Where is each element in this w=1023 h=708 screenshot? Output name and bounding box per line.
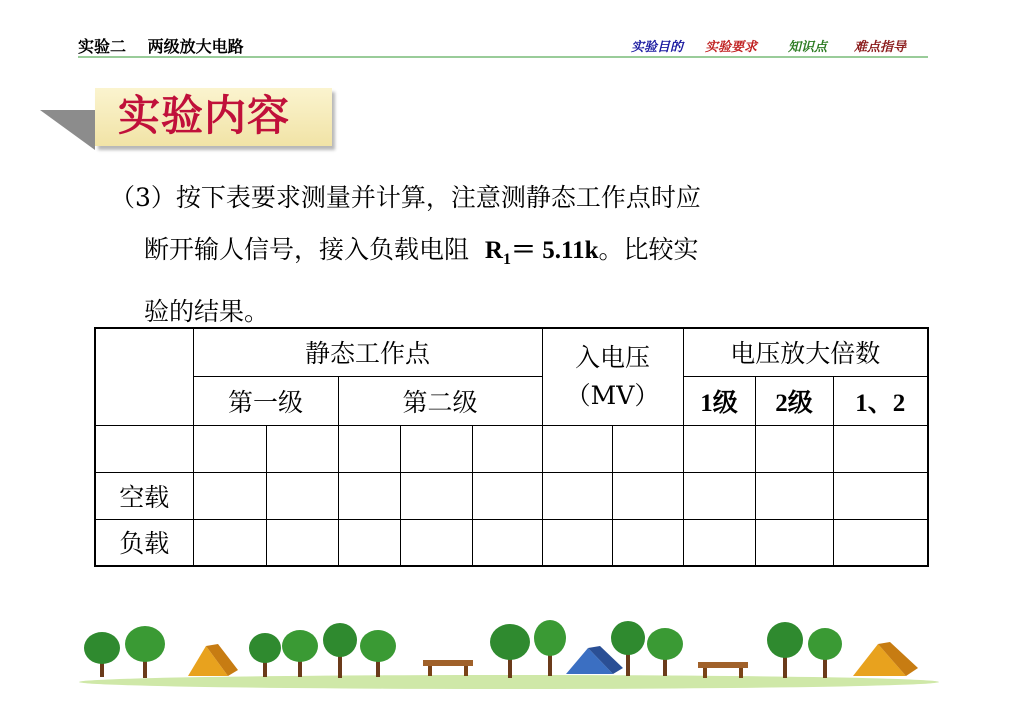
nav-link-requirements[interactable]: 实验要求 [705,40,758,55]
tree-icon [323,623,357,678]
header-voltage-gain: 电压放大倍数 [683,328,928,376]
table-cell [193,519,266,566]
experiment-label: 实验二 [78,37,127,56]
instruction-line-1: （3）按下表要求测量并计算，注意测静态工作点时应 [110,183,701,212]
instruction-line-2 [110,224,850,286]
tree-icon [534,620,566,676]
table-cell [472,425,542,472]
header-gain-total: 1、2 [833,376,928,425]
experiment-title: 两级放大电路 [147,37,244,56]
table-cell [755,425,833,472]
section-tab-shadow [40,110,95,150]
nav-link-objective[interactable]: 实验目的 [631,40,684,55]
table-cell [542,519,612,566]
table-cell [755,472,833,519]
table-cell [542,425,612,472]
table-cell [338,519,400,566]
table-cell [338,425,400,472]
section-title: 实验内容 [118,91,291,140]
table-cell [612,472,683,519]
row-label-with-load: 负载 [95,519,193,566]
tree-icon [360,630,396,677]
tent-icon [853,642,918,676]
table-row [95,472,928,519]
table-cell [683,472,755,519]
instruction-text: 断开输人信号，接入负载电阻 [144,235,470,264]
table-cell [266,519,338,566]
instruction-line-3: 验的结果。 [144,297,270,326]
table-cell [266,472,338,519]
picnic-table-icon [423,660,473,676]
table-cell [683,519,755,566]
table-cell [338,472,400,519]
header-input-voltage: 入电压（MV） [542,328,683,425]
table-cell [472,472,542,519]
campsite-decoration [78,610,940,690]
table-cell [683,425,755,472]
header-static-operating-point: 静态工作点 [193,328,542,376]
resistor-value: ＝ 5.11k [510,237,599,264]
header-divider [78,56,928,58]
tree-icon [282,630,318,677]
tree-icon [490,624,530,678]
tree-icon [84,632,120,677]
table-cell [833,425,928,472]
measurement-table [94,327,929,567]
tree-icon [125,626,165,678]
nav-link-knowledge-points[interactable]: 知识点 [788,40,828,55]
header-stage-2: 第二级 [338,376,542,425]
row-label-no-load: 空载 [95,472,193,519]
instruction-text-end: 。比较实 [598,235,699,264]
tree-icon [767,622,803,678]
instruction-paragraph [110,172,850,338]
table-cell [612,425,683,472]
tree-icon [808,628,842,678]
table-cell [400,472,472,519]
table-cell [193,472,266,519]
header-gain-stage-1: 1级 [683,376,755,425]
tent-icon [188,644,238,676]
table-cell [755,519,833,566]
table-cell [266,425,338,472]
nav-link-difficulty-guide[interactable]: 难点指导 [854,40,907,55]
tent-icon [566,646,623,674]
header-stage-1: 第一级 [193,376,338,425]
table-cell [542,472,612,519]
table-cell [612,519,683,566]
corner-cell [95,328,193,425]
table-cell [833,472,928,519]
resistor-symbol: R [484,237,503,264]
picnic-table-icon [698,662,748,678]
table-cell [833,519,928,566]
table-cell [400,425,472,472]
tree-icon [249,633,281,677]
slide-header [78,34,244,57]
resistor-subscript: 1 [502,251,511,268]
table-cell [472,519,542,566]
table-row [95,519,928,566]
table-cell [400,519,472,566]
tree-icon [647,628,683,676]
table-cell [193,425,266,472]
header-gain-stage-2: 2级 [755,376,833,425]
table-row [95,425,928,472]
table-cell [95,425,193,472]
